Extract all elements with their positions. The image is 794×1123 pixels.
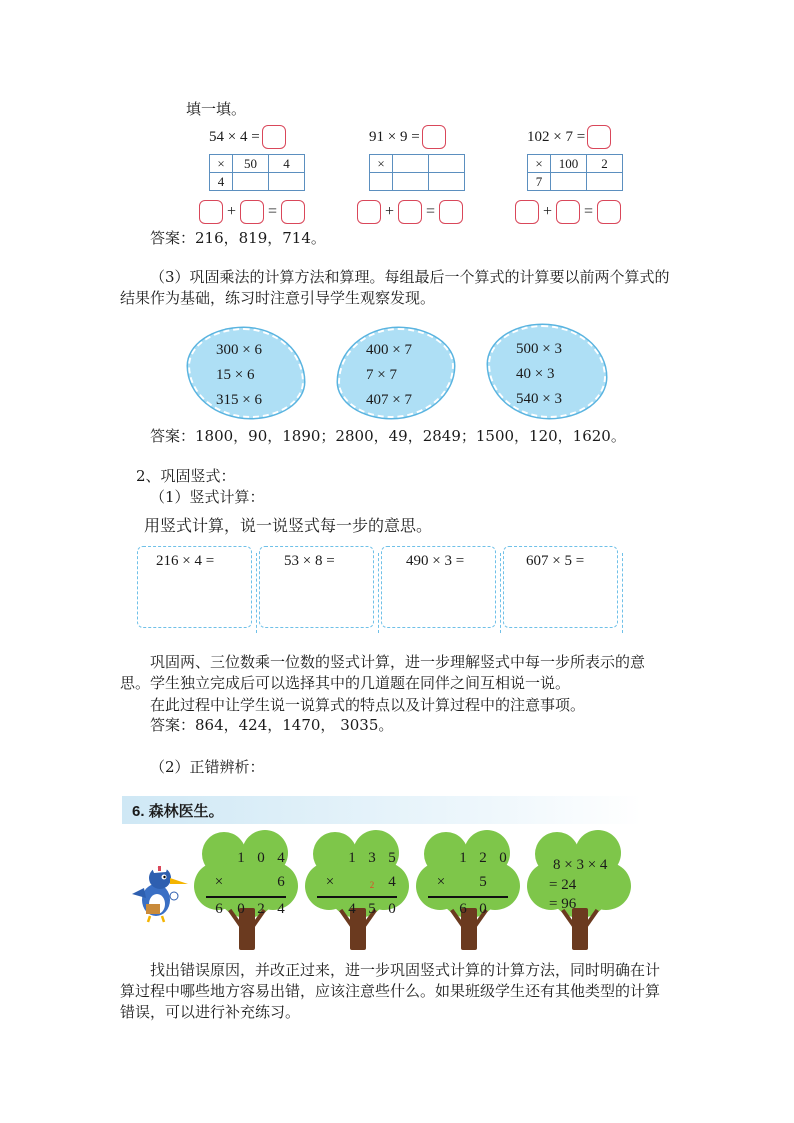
tree-problem-3 xyxy=(416,826,522,952)
answer-box[interactable] xyxy=(281,200,305,224)
tree-digit: 1 xyxy=(237,850,245,866)
tree-digit: × xyxy=(214,874,224,890)
tree-digit: 2 xyxy=(479,850,487,866)
tree-expression-line: = 96 xyxy=(549,896,577,912)
vertical-calc-box-1[interactable]: 216 × 4 = xyxy=(137,546,252,628)
answer-box[interactable] xyxy=(587,125,611,149)
section2-heading: 2、巩固竖式： xyxy=(136,467,236,485)
tree-sum-line xyxy=(428,896,508,898)
section6-paragraph: 找出错误原因，并改正过来，进一步巩固竖式计算的计算方法，同时明确在计算过程中哪些地方容易出错，应该注意些什么。如果班级学生还有其他类型的计算错误，可以进行补充练习。 xyxy=(120,961,661,1021)
fill-problem-3: 102 × 7 = × 100 2 7 + = xyxy=(527,125,623,224)
tree-digit: 6 xyxy=(277,874,285,890)
part3-description: （3）巩固乘法的计算方法和算理。每组最后一个算式的计算要以前两个算式的结果作为基础，练习时注意引导学生观察发现。 xyxy=(120,268,670,307)
tree-digit: 5 xyxy=(479,874,487,890)
fill-expression: 91 × 9 = xyxy=(369,128,420,145)
tree-expression-line: 8 × 3 × 4 xyxy=(553,857,608,873)
tree-digit: 3 xyxy=(368,850,376,866)
section2-sub1: （1）竖式计算： xyxy=(150,488,265,506)
tree-digit: × xyxy=(436,874,446,890)
tree-digit: 1 xyxy=(348,850,356,866)
tree-expression-line: = 24 xyxy=(549,877,577,893)
multiplication-grid: × xyxy=(369,154,465,191)
section2-paragraph-1: 巩固两、三位数乘一位数的竖式计算，进一步理解竖式中每一步所表示的意思。学生独立完成后可以选择其中的几道题在同伴之间互相说一说。 xyxy=(120,653,646,692)
tree-digit: 4 xyxy=(348,901,356,917)
fill-expression: 102 × 7 = xyxy=(527,128,586,145)
tree-digit: 4 xyxy=(277,850,285,866)
fill-problem-2: 91 × 9 = × + = xyxy=(369,125,465,224)
expression-blob-1: 300 × 6 15 × 6 315 × 6 xyxy=(188,328,304,418)
tree-digit: 4 xyxy=(388,874,396,890)
answer-box[interactable] xyxy=(240,200,264,224)
section2-answer: 答案：864，424，1470， 3035。 xyxy=(150,716,394,734)
answer-box[interactable] xyxy=(515,200,539,224)
tree-digit: 5 xyxy=(388,850,396,866)
part3-answer: 答案：1800，90，1890；2800，49，2849；1500，120，1620。 xyxy=(150,427,626,445)
tree-digit: 6 xyxy=(215,901,223,917)
tree-trunk xyxy=(572,908,588,950)
tree-digit: 0 xyxy=(237,901,245,917)
tree-sum-line xyxy=(317,896,397,898)
section6-banner xyxy=(122,796,642,824)
vertical-calc-box-4[interactable]: 607 × 5 = xyxy=(503,546,618,628)
tree-digit: 5 xyxy=(368,901,376,917)
tree-digit: × xyxy=(325,874,335,890)
tree-digit: 2 xyxy=(369,880,375,890)
tree-problem-4 xyxy=(527,826,633,952)
answer-box[interactable] xyxy=(422,125,446,149)
tree-digit: 0 xyxy=(388,901,396,917)
expression-blob-3: 500 × 3 40 × 3 540 × 3 xyxy=(488,325,606,418)
fill-expression: 54 × 4 = xyxy=(209,128,260,145)
answer-box[interactable] xyxy=(556,200,580,224)
tree-digit: 4 xyxy=(277,901,285,917)
answer-box[interactable] xyxy=(199,200,223,224)
answer-box[interactable] xyxy=(439,200,463,224)
tree-digit: 0 xyxy=(479,901,487,917)
section6-title: 6. 森林医生。 xyxy=(132,803,224,820)
tree-sum-line xyxy=(206,896,286,898)
answer-box[interactable] xyxy=(262,125,286,149)
tree-digit: 1 xyxy=(459,850,467,866)
tree-digit: 2 xyxy=(257,901,265,917)
vertical-calc-box-3[interactable]: 490 × 3 = xyxy=(381,546,496,628)
vertical-calc-box-2[interactable]: 53 × 8 = xyxy=(259,546,374,628)
section2-paragraph-2: 在此过程中让学生说一说算式的特点以及计算过程中的注意事项。 xyxy=(150,696,586,714)
tree-digit: 0 xyxy=(257,850,265,866)
multiplication-grid: × 100 2 7 xyxy=(527,154,623,191)
fill-title: 填一填。 xyxy=(186,100,247,118)
section2-sub2: （2）正错辨析： xyxy=(150,758,265,776)
answer-box[interactable] xyxy=(357,200,381,224)
answer-box[interactable] xyxy=(597,200,621,224)
tree-digit: 6 xyxy=(459,901,467,917)
woodpecker-doctor-icon xyxy=(128,858,190,924)
fill-answer: 答案：216，819，714。 xyxy=(150,229,326,247)
fill-problem-1: 54 × 4 = × 50 4 4 + = xyxy=(209,125,305,224)
answer-box[interactable] xyxy=(398,200,422,224)
tree-digit: 0 xyxy=(499,850,507,866)
expression-blob-2: 400 × 7 7 × 7 407 × 7 xyxy=(338,328,454,418)
multiplication-grid: × 50 4 4 xyxy=(209,154,305,191)
vertical-instruction: 用竖式计算，说一说竖式每一步的意思。 xyxy=(144,516,433,535)
